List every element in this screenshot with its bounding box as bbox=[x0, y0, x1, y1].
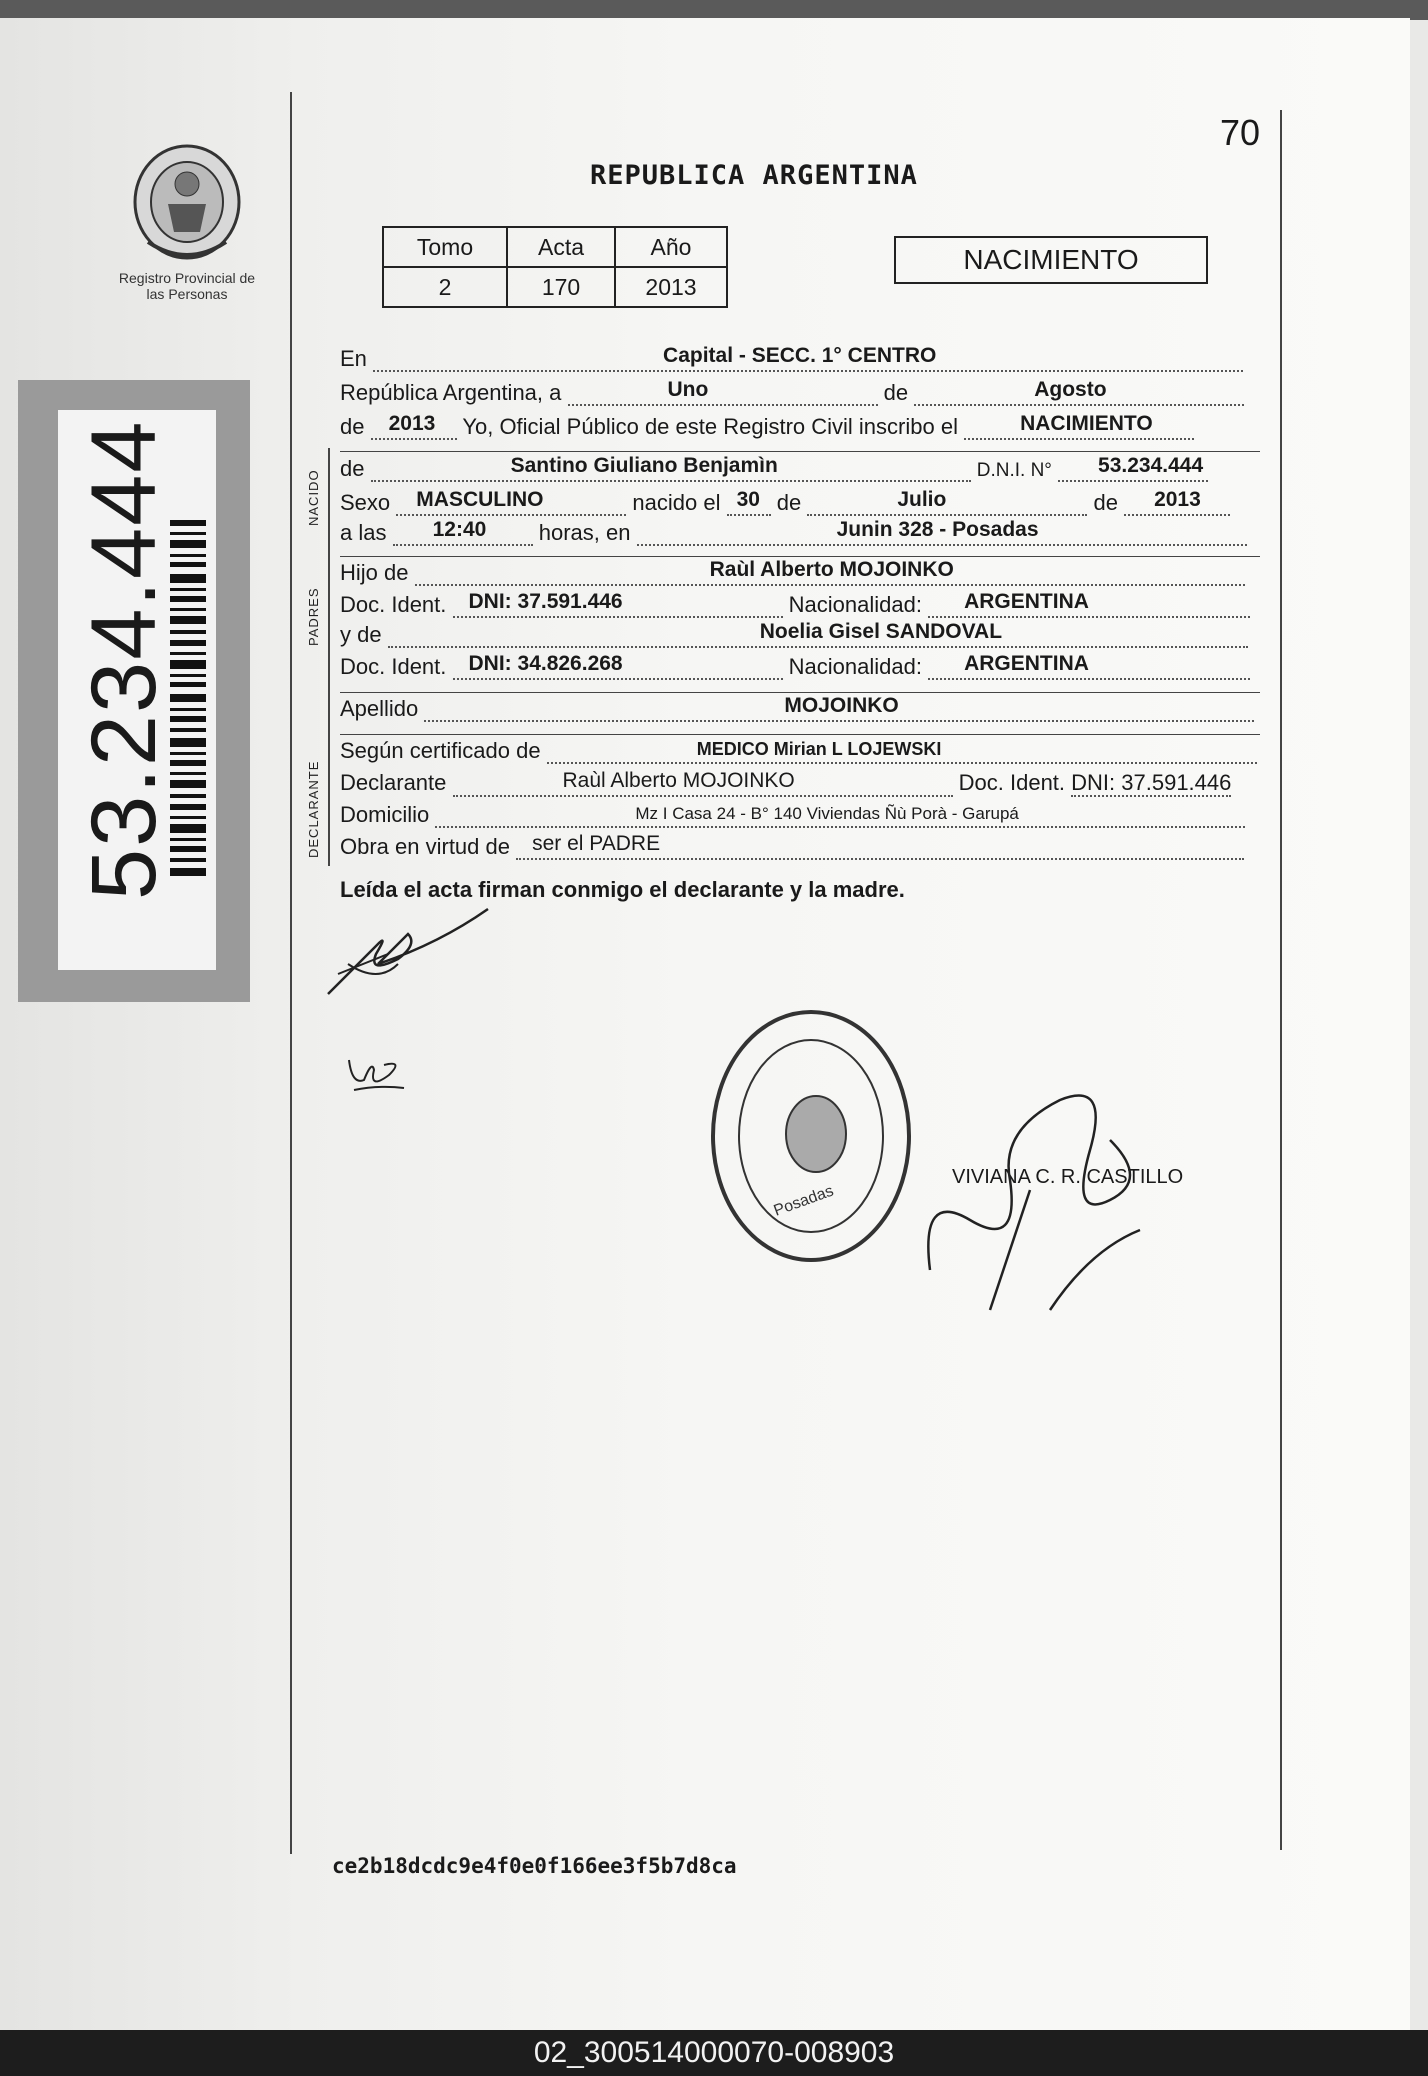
child-name: Santino Giuliano Benjamìn bbox=[510, 456, 778, 477]
declarante-doc: DNI: 37.591.446 bbox=[1071, 770, 1232, 795]
domicilio-label: Domicilio bbox=[340, 802, 430, 827]
form-line-apellido bbox=[340, 696, 1260, 730]
closing-statement: Leída el acta firman conmigo el declarante y la madre. bbox=[340, 877, 905, 902]
place-field bbox=[637, 522, 1247, 546]
declarante-value: Raùl Alberto MOJOINKO bbox=[562, 770, 795, 792]
form-line-sexo bbox=[340, 490, 1260, 524]
domicilio-field bbox=[435, 804, 1245, 828]
acta-header: Acta bbox=[507, 227, 615, 267]
section-rule bbox=[328, 448, 330, 866]
sexo-value: MASCULINO bbox=[416, 490, 544, 511]
year-value: 2013 bbox=[388, 414, 436, 435]
dni-label: D.N.I. N° bbox=[976, 460, 1052, 481]
dni-field bbox=[1058, 458, 1208, 482]
event-value: NACIMIENTO bbox=[1020, 414, 1153, 435]
month-value: Agosto bbox=[1034, 380, 1107, 401]
en-field bbox=[373, 348, 1243, 372]
father-doc-field bbox=[453, 594, 783, 618]
oficial-text: Yo, Oficial Público de este Registro Civil inscribo el bbox=[462, 414, 958, 439]
form-line-hora bbox=[340, 520, 1260, 554]
document-hash: ce2b18dcdc9e4f0e0f166ee3f5b7d8ca bbox=[332, 1854, 737, 1878]
officer-signature-icon bbox=[910, 1070, 1170, 1320]
child-name-field bbox=[371, 458, 971, 482]
obra-field bbox=[516, 836, 1244, 860]
registry-table bbox=[382, 226, 728, 308]
mother-signature-icon bbox=[344, 1040, 414, 1100]
birth-day: 30 bbox=[736, 490, 760, 511]
day-field bbox=[568, 382, 878, 406]
en-value: Capital - SECC. 1° CENTRO bbox=[663, 346, 937, 367]
segun-value: MEDICO Mirian L LOJEWSKI bbox=[696, 739, 942, 759]
child-de-label: de bbox=[340, 456, 365, 481]
scan-top-edge bbox=[0, 0, 1428, 20]
doc2-label: Doc. Ident. bbox=[340, 654, 447, 679]
mother-name: Noelia Gisel SANDOVAL bbox=[759, 622, 1003, 643]
mother-nat-field bbox=[928, 656, 1250, 680]
hijo-label: Hijo de bbox=[340, 560, 409, 585]
form-line-hijo bbox=[340, 560, 1260, 594]
divider-3 bbox=[340, 692, 1260, 693]
section-nacido: NACIDO bbox=[306, 469, 321, 526]
mother-name-field bbox=[388, 624, 1248, 648]
en-label: En bbox=[340, 346, 367, 371]
left-margin-rule bbox=[290, 92, 292, 1854]
apellido-value: MOJOINKO bbox=[784, 696, 899, 717]
anio-value: 2013 bbox=[615, 267, 727, 307]
form-line-declarante bbox=[340, 770, 1260, 804]
birth-day-field bbox=[727, 492, 771, 516]
mother-nat: ARGENTINA bbox=[964, 654, 1089, 675]
apellido-label: Apellido bbox=[340, 696, 419, 721]
declarante-field bbox=[453, 770, 953, 797]
mother-doc-field bbox=[453, 656, 783, 680]
horas-label: horas, en bbox=[538, 520, 631, 545]
tomo-value: 2 bbox=[383, 267, 507, 307]
province-coat-of-arms-icon bbox=[128, 142, 246, 268]
section-padres: PADRES bbox=[306, 587, 321, 646]
time-value: 12:40 bbox=[432, 520, 487, 541]
form-line-obra bbox=[340, 834, 1260, 868]
form-line-fecha bbox=[340, 380, 1260, 414]
right-margin-rule bbox=[1280, 110, 1282, 1850]
father-name-field bbox=[415, 562, 1245, 586]
nac-label: Nacionalidad: bbox=[788, 592, 922, 617]
certificate-page bbox=[0, 18, 1410, 2030]
father-doc: DNI: 37.591.446 bbox=[468, 592, 623, 613]
svg-text:Posadas: Posadas bbox=[771, 1182, 836, 1220]
mother-doc: DNI: 34.826.268 bbox=[468, 654, 623, 675]
document-code: 02_300514000070-008903 bbox=[0, 2030, 1428, 2076]
page-number: 70 bbox=[1220, 112, 1261, 153]
y-de-label: y de bbox=[340, 622, 382, 647]
form-line-segun bbox=[340, 738, 1260, 772]
father-nat-field bbox=[928, 594, 1250, 618]
nacido-label: nacido el bbox=[632, 490, 721, 515]
birth-year: 2013 bbox=[1154, 490, 1201, 511]
id-number-vertical: 53.234.444 bbox=[73, 419, 175, 900]
de-label: de bbox=[883, 380, 909, 405]
agency-caption: Registro Provincial de las Personas bbox=[118, 270, 256, 302]
form-line-father-doc bbox=[340, 592, 1260, 626]
segun-label: Según certificado de bbox=[340, 738, 541, 763]
day-value: Uno bbox=[667, 380, 709, 401]
official-seal-icon bbox=[706, 1006, 916, 1266]
father-nat: ARGENTINA bbox=[964, 592, 1089, 613]
segun-field bbox=[547, 740, 1257, 764]
doc3-label: Doc. Ident. bbox=[958, 770, 1066, 795]
month-field bbox=[914, 382, 1244, 406]
country-title: REPUBLICA ARGENTINA bbox=[590, 160, 918, 191]
time-field bbox=[393, 522, 533, 546]
anio-header: Año bbox=[615, 227, 727, 267]
acta-value: 170 bbox=[507, 267, 615, 307]
republica-label: República Argentina, a bbox=[340, 380, 562, 405]
officer-name: VIVIANA C. R. CASTILLO bbox=[952, 1166, 1184, 1188]
form-line-name bbox=[340, 456, 1260, 490]
nac2-label: Nacionalidad: bbox=[788, 654, 922, 679]
father-name: Raùl Alberto MOJOINKO bbox=[709, 560, 954, 581]
form-line-domicilio bbox=[340, 802, 1260, 836]
declarant-signature-icon bbox=[318, 904, 498, 1004]
sexo-label: Sexo bbox=[340, 490, 391, 515]
divider-4 bbox=[340, 734, 1260, 735]
de4-label: de bbox=[1093, 490, 1118, 515]
domicilio-value: Mz I Casa 24 - B° 140 Viviendas Ñù Porà - Garupá bbox=[635, 804, 1019, 823]
birth-year-field bbox=[1124, 492, 1230, 516]
section-declarante: DECLARANTE bbox=[306, 760, 321, 858]
a-las-label: a las bbox=[340, 520, 387, 545]
sexo-field bbox=[396, 492, 626, 516]
event-field bbox=[964, 416, 1194, 440]
apellido-field bbox=[424, 698, 1254, 722]
de3-label: de bbox=[776, 490, 802, 515]
obra-label: Obra en virtud de bbox=[340, 834, 510, 859]
declarante-label: Declarante bbox=[340, 770, 447, 795]
obra-value: ser el PADRE bbox=[532, 834, 661, 855]
doc-label: Doc. Ident. bbox=[340, 592, 447, 617]
form-line-en bbox=[340, 346, 1260, 380]
birth-month: Julio bbox=[897, 490, 947, 511]
form-line-yde bbox=[340, 622, 1260, 656]
de2-label: de bbox=[340, 414, 365, 439]
place-value: Junin 328 - Posadas bbox=[836, 520, 1039, 541]
form-line-inscribo bbox=[340, 414, 1260, 448]
birth-month-field bbox=[807, 492, 1087, 516]
form-line-mother-doc bbox=[340, 654, 1260, 688]
divider-2 bbox=[340, 556, 1260, 557]
tomo-header: Tomo bbox=[383, 227, 507, 267]
record-type-box: NACIMIENTO bbox=[894, 236, 1208, 284]
divider-1 bbox=[340, 451, 1260, 452]
dni-value: 53.234.444 bbox=[1098, 456, 1204, 477]
year-field bbox=[371, 416, 457, 440]
